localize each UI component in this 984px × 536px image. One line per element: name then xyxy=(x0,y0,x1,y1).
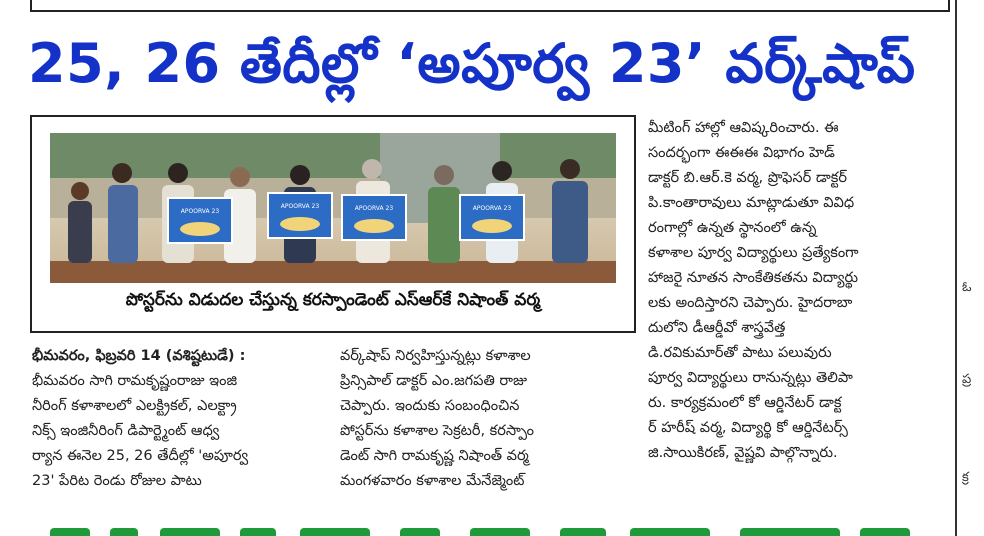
next-headline-cropped xyxy=(40,522,940,536)
column-3-line: డాక్టర్ బి.ఆర్.కె వర్మ, ప్రొఫెసర్ డాక్టర్ xyxy=(648,170,847,186)
column-3-line: దులోని డీఆర్డీవో శాస్త్రవేత్త xyxy=(648,320,786,336)
column-2-line: ప్రిన్సిపాల్ డాక్టర్ ఎం.జగపతి రాజు xyxy=(340,373,528,389)
column-2-line: డెంట్ సాగి రామకృష్ణ నిషాంత్ వర్మ xyxy=(340,448,529,464)
poster-text-3: APOORVA 23 xyxy=(354,205,394,212)
poster-text-4: APOORVA 23 xyxy=(472,205,512,212)
column-3-line: జి.సాయికిరణ్, వైష్ణవి పాల్గొన్నారు. xyxy=(648,445,838,461)
adjacent-article-fragment: క్ర xyxy=(962,470,969,485)
article-column-3 xyxy=(648,116,948,466)
column-3-line: కళాశాల పూర్వ విద్యార్థులు ప్రత్యేకంగా xyxy=(648,245,859,261)
column-3-line: పి.కాంతారావులు మాట్లాడుతూ వివిధ xyxy=(648,195,855,211)
column-1-line: భీమవరం సాగి రామకృష్ణంరాజు ఇంజి xyxy=(32,373,238,389)
column-2-line: వర్క్‌షాప్ నిర్వహిస్తున్నట్లు కళాశాల xyxy=(340,348,531,364)
column-3-line: హాజరై నూతన సాంకేతికతను విద్యార్థు xyxy=(648,270,859,286)
column-3-line: మీటింగ్ హాల్లో ఆవిష్కరించారు. ఈ xyxy=(648,120,839,136)
column-2-line: పోస్టర్‌ను కళాశాల సెక్రటరీ, కరస్పాం xyxy=(340,423,534,439)
column-3-line: పూర్వ విద్యార్థులు రానున్నట్లు తెలిపా xyxy=(648,370,853,386)
adjacent-article-fragment: ఓ xyxy=(962,280,972,295)
column-3-line: ర్ హరీష్ వర్మ, విద్యార్థి కో ఆర్డినేటర్స్ xyxy=(648,420,848,436)
column-2-line: చెప్పారు. ఇందుకు సంబంధించిన xyxy=(340,398,520,414)
column-1-line: 23' పేరిట రెండు రోజుల పాటు xyxy=(32,473,202,489)
people-holding-posters-image xyxy=(50,133,616,283)
adjacent-article-fragment: ప్ర xyxy=(962,372,972,387)
column-3-line: సందర్భంగా ఈఈఈ విభాగం హెడ్ xyxy=(648,145,835,161)
photo-caption: పోస్టర్‌ను విడుదల చేస్తున్న కరస్పాండెంట్ ఎస్ఆర్‌కే నిషాంత్ వర్మ xyxy=(125,290,541,310)
event-photo xyxy=(50,133,616,283)
column-1-line: ర్యాన ఈనెల 25, 26 తేదీల్లో 'అపూర్వ xyxy=(32,448,249,464)
column-divider xyxy=(955,0,957,536)
article-headline: 25, 26 తేదీల్లో ‘అపూర్వ 23’ వర్క్‌షాప్ xyxy=(28,32,916,95)
dateline: భీమవరం, ఫిబ్రవరి 14 (వశిష్టటుడే) : xyxy=(32,348,246,364)
column-3-line: డి.రవికుమార్‌తో పాటు పలువురు xyxy=(648,345,832,361)
column-3-line: రు. కార్యక్రమంలో కో ఆర్డినేటర్ డాక్ట xyxy=(648,395,842,411)
poster-text-2: APOORVA 23 xyxy=(280,203,320,210)
poster-text-1: APOORVA 23 xyxy=(180,208,220,215)
article-column-2 xyxy=(340,344,632,494)
column-1-line: నీరింగ్ కళాశాలలో ఎలక్ట్రికల్, ఎలక్ట్రా xyxy=(32,398,237,414)
column-3-line: లకు అందిస్తారని చెప్పారు. హైదరాబా xyxy=(648,295,853,311)
article-column-1 xyxy=(32,344,324,494)
photo-frame xyxy=(30,115,636,333)
column-3-line: రంగాల్లో ఉన్నత స్థానంలో ఉన్న xyxy=(648,220,817,236)
column-2-line: మంగళవారం కళాశాల మేనేజ్మెంట్ xyxy=(340,473,525,489)
previous-article-border xyxy=(30,0,950,12)
column-1-line: నిక్స్ ఇంజినీరింగ్ డిపార్ట్మెంట్ ఆధ్వ xyxy=(32,423,220,439)
